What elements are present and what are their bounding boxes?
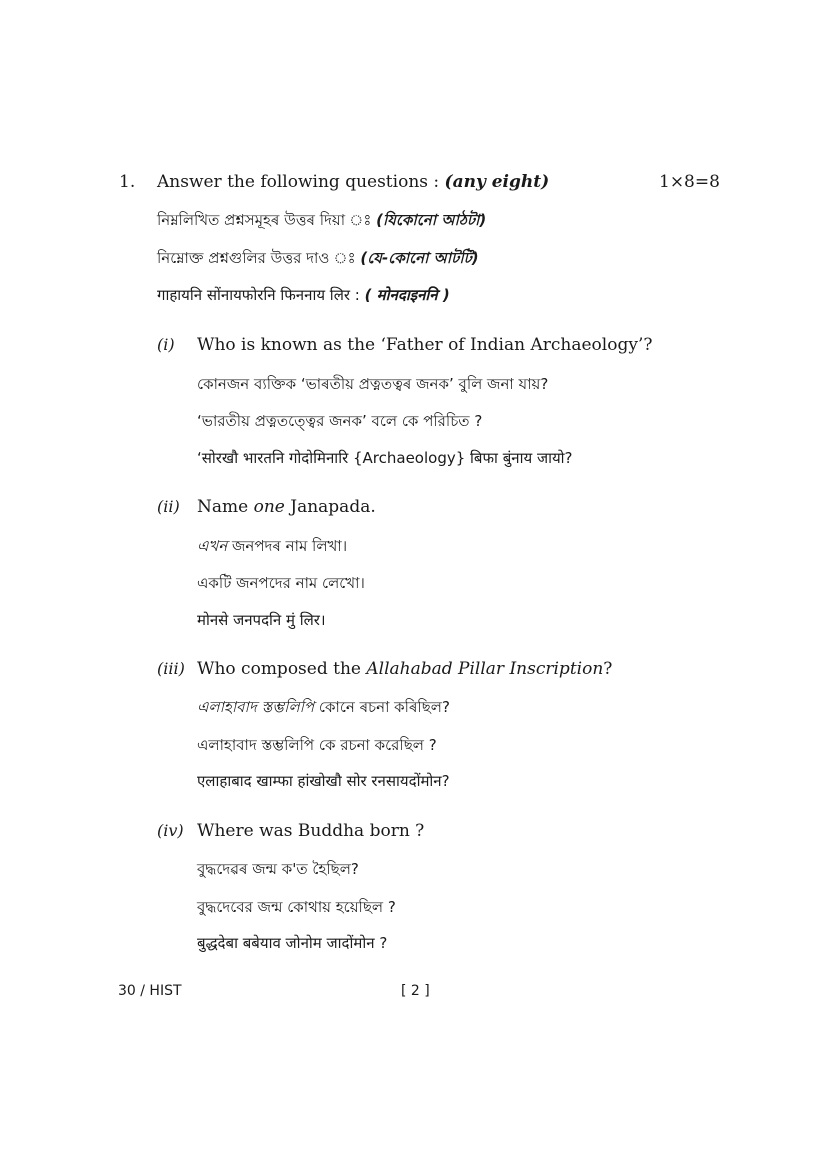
instruction-bn-text: নিম্নোক্ত প্রশ্নগুলির উত্তর দাও ঃ — [157, 249, 356, 267]
question-instruction-bn — [157, 247, 479, 272]
instruction-as-text: নিম্নলিখিত প্ৰশ্নসমূহৰ উত্তৰ দিয়া ঃ — [157, 211, 372, 229]
subquestion-en — [197, 497, 376, 517]
subquestion-bodo: मोनसे जनपदनि मुं लिर। — [197, 611, 326, 629]
subquestion-bodo: ‘सोरखौ भारतनि गोदोमिनारि {Archaeology} बिफा बुंनाय जायो? — [197, 449, 573, 467]
any-eight-as: (যিকোনো আঠটা) — [376, 211, 487, 229]
page-number: [ 2 ] — [401, 983, 430, 999]
subquestion-en: Where was Buddha born ? — [197, 821, 425, 841]
en-emphasis: one — [253, 497, 285, 517]
subquestion-bodo: एलाहाबाद खाम्फा हांखोखौ सोर रनसायदोंमोन? — [197, 772, 450, 790]
marks-label: 1×8=8 — [659, 172, 720, 192]
as-post: জনপদৰ নাম লিখা। — [232, 537, 348, 555]
as-post: কোনে ৰচনা কৰিছিল? — [318, 698, 450, 716]
question-instruction-en — [157, 172, 549, 192]
subquestion-as: বুদ্ধদেৱৰ জন্ম ক'ত হৈছিল? — [197, 860, 359, 878]
subquestion-as: কোনজন ব্যক্তিক ‘ভাৰতীয় প্ৰত্নতত্বৰ জনক’ বুলি জনা যায়? — [197, 375, 549, 393]
en-pre: Who composed the — [197, 659, 361, 679]
en-post: ? — [603, 659, 613, 679]
footer-code: 30 / HIST — [118, 983, 182, 999]
en-emphasis: Allahabad Pillar Inscription — [366, 659, 604, 679]
subquestion-bn: ‘ভারতীয় প্রত্নতত্ত্বের জনক’ বলে কে পরিচিত ? — [197, 412, 483, 430]
question-instruction-as — [157, 209, 486, 234]
as-emphasis: এখন — [197, 537, 228, 555]
subquestion-en: Who is known as the ‘Father of Indian Archaeology’? — [197, 335, 653, 355]
any-eight-bodo: ( मोनदाइननि ) — [364, 286, 450, 304]
question-number: 1. — [119, 172, 136, 192]
subquestion-bn: এলাহাবাদ স্তম্ভলিপি কে রচনা করেছিল ? — [197, 736, 437, 754]
subquestion-bn: একটি জনপদের নাম লেখো। — [197, 574, 365, 592]
question-instruction-bodo — [157, 285, 450, 305]
en-pre: Name — [197, 497, 249, 517]
subquestion-as — [197, 696, 450, 721]
instruction-en-text: Answer the following questions : — [157, 172, 440, 192]
any-eight-en: (any eight) — [444, 172, 550, 192]
subquestion-bodo: बुद्धदेबा बबेयाव जोनोम जादोंमोन ? — [197, 934, 388, 952]
as-emphasis: এলাহাবাদ স্তম্ভলিপি — [197, 698, 315, 716]
en-post: Janapada. — [290, 497, 376, 517]
subquestion-label: (ii) — [157, 497, 180, 516]
subquestion-as — [197, 535, 347, 560]
subquestion-label: (i) — [157, 335, 175, 354]
subquestion-en — [197, 659, 612, 679]
subquestion-label: (iv) — [157, 821, 184, 840]
subquestion-label: (iii) — [157, 659, 185, 678]
instruction-bodo-text: गाहायनि सोंनायफोरनि फिननाय लिर : — [157, 286, 360, 304]
any-eight-bn: (যে-কোনো আটটি) — [360, 249, 479, 267]
subquestion-bn: বুদ্ধদেবের জন্ম কোথায় হয়েছিল ? — [197, 898, 396, 916]
